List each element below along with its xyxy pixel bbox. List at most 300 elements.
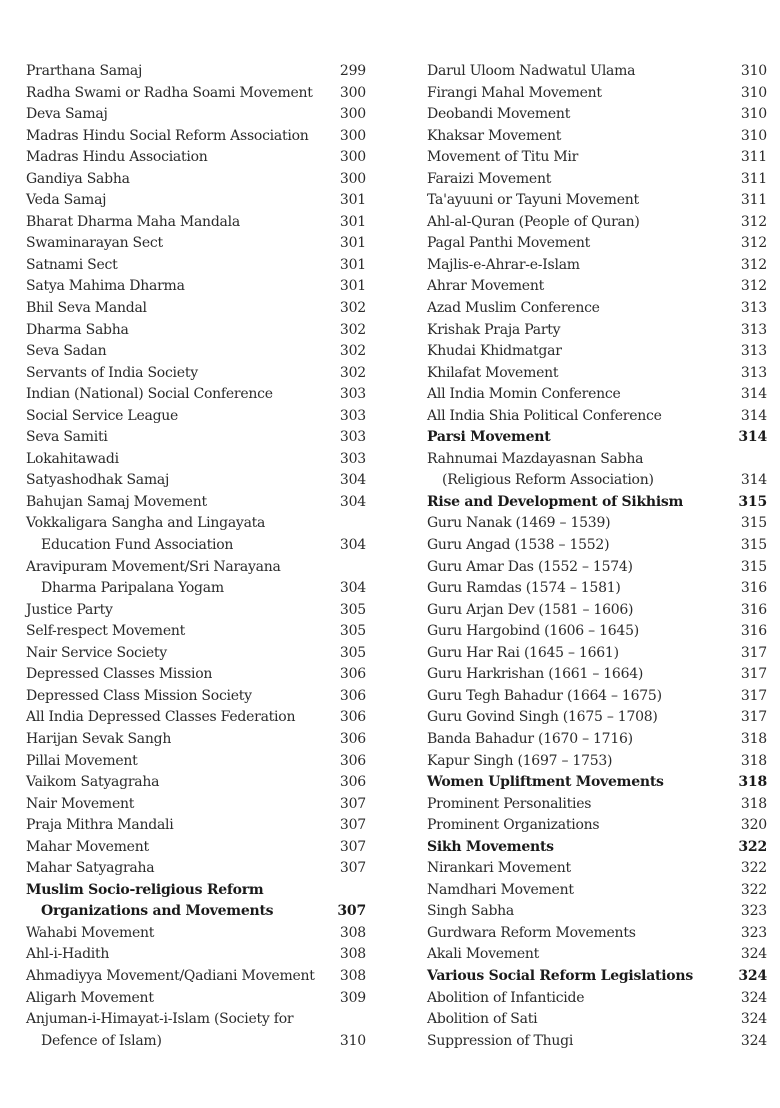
entry-title — [26, 1009, 293, 1052]
entry-title — [427, 578, 621, 600]
index-entry — [26, 104, 366, 126]
entry-title-line: Prominent Organizations — [427, 817, 600, 834]
entry-title-line: Ahrar Movement — [427, 278, 544, 295]
entry-title-line: Sikh Movements — [427, 838, 554, 855]
page-number: 313 — [740, 343, 767, 360]
index-entry — [427, 944, 767, 966]
entry-title — [427, 815, 599, 837]
entry-title — [26, 600, 113, 622]
entry-title — [26, 406, 178, 428]
entry-title-line: Faraizi Movement — [427, 170, 552, 187]
entry-title-line: Prominent Personalities — [427, 795, 592, 812]
entry-title — [427, 966, 693, 988]
entry-title — [26, 707, 295, 729]
entry-title — [427, 147, 578, 169]
index-entry — [26, 169, 366, 191]
page-number: 318 — [738, 774, 767, 791]
index-entry — [427, 341, 767, 363]
entry-title-line: Ahl-i-Hadith — [26, 946, 110, 963]
page-number: 315 — [740, 515, 767, 532]
entry-title — [427, 104, 570, 126]
page-number: 305 — [339, 644, 366, 661]
page-number: 322 — [740, 881, 767, 898]
entry-title — [427, 126, 561, 148]
entry-title — [26, 492, 207, 514]
index-entry — [26, 233, 366, 255]
entry-title-line: Gurdwara Reform Movements — [427, 924, 636, 941]
entry-title — [427, 1009, 537, 1031]
index-entry — [427, 643, 767, 665]
index-section-heading — [427, 772, 767, 794]
index-entry — [26, 449, 366, 471]
entry-title-continuation: (Religious Reform Association) — [442, 472, 654, 489]
entry-title — [26, 686, 252, 708]
entry-title — [427, 61, 635, 83]
entry-title — [26, 147, 208, 169]
entry-title — [26, 190, 106, 212]
entry-title-line: Lokahitawadi — [26, 450, 119, 467]
index-entry — [427, 513, 767, 535]
page-number: 312 — [740, 213, 767, 230]
index-entry — [26, 751, 366, 773]
entry-title-line: Akali Movement — [427, 946, 540, 963]
index-entry — [427, 276, 767, 298]
entry-title — [26, 212, 240, 234]
entry-title-line: Aravipuram Movement/Sri Narayana — [26, 558, 281, 575]
entry-title — [26, 233, 163, 255]
page-number: 307 — [337, 903, 366, 920]
entry-title-line: Firangi Mahal Movement — [427, 84, 602, 101]
entry-title-line: Wahabi Movement — [26, 924, 155, 941]
entry-title — [427, 492, 683, 514]
entry-title-line: Indian (National) Social Conference — [26, 386, 273, 403]
entry-title — [427, 190, 639, 212]
index-entry — [427, 621, 767, 643]
entry-title-line: Anjuman-i-Himayat-i-Islam (Society for — [26, 1011, 294, 1028]
entry-title — [26, 126, 309, 148]
entry-title-continuation: Defence of Islam) — [41, 1032, 162, 1049]
entry-title — [26, 104, 108, 126]
index-entry — [26, 406, 366, 428]
entry-title — [427, 557, 633, 579]
page-number: 317 — [740, 709, 767, 726]
page-number: 307 — [339, 795, 366, 812]
entry-title-line: Khaksar Movement — [427, 127, 562, 144]
index-entry — [427, 578, 767, 600]
index-entry — [427, 298, 767, 320]
index-entry — [26, 384, 366, 406]
entry-title — [26, 427, 108, 449]
entry-title — [26, 83, 313, 105]
entry-title-line: Banda Bahadur (1670 – 1716) — [427, 730, 633, 747]
page-number: 311 — [740, 192, 767, 209]
index-entry — [26, 126, 366, 148]
entry-title-line: Movement of Titu Mir — [427, 149, 579, 166]
index-entry — [427, 320, 767, 342]
entry-title-line: Various Social Reform Legislations — [427, 967, 693, 984]
entry-title — [427, 772, 664, 794]
index-entry — [427, 923, 767, 945]
entry-title-line: Rahnumai Mazdayasnan Sabha — [427, 450, 644, 467]
page-number: 313 — [740, 364, 767, 381]
index-entry — [427, 707, 767, 729]
entry-title-line: Seva Sadan — [26, 343, 107, 360]
index-section-heading — [427, 837, 767, 859]
index-entry — [26, 341, 366, 363]
entry-title-line: Madras Hindu Social Reform Association — [26, 127, 309, 144]
index-entry — [26, 621, 366, 643]
index-entry — [427, 1031, 767, 1053]
page-number: 308 — [339, 924, 366, 941]
index-entry — [26, 643, 366, 665]
page-number: 313 — [740, 321, 767, 338]
page-number: 304 — [339, 493, 366, 510]
entry-title — [427, 1031, 573, 1053]
entry-title-line: Prarthana Samaj — [26, 63, 143, 79]
index-entry — [427, 664, 767, 686]
page-number: 316 — [740, 623, 767, 640]
page-number: 310 — [740, 63, 767, 79]
entry-title — [26, 298, 147, 320]
entry-title — [26, 988, 154, 1010]
page-number: 300 — [339, 106, 366, 123]
entry-title-line: Guru Hargobind (1606 – 1645) — [427, 623, 639, 640]
index-entry — [427, 384, 767, 406]
entry-title-line: Guru Ramdas (1574 – 1581) — [427, 580, 621, 597]
entry-title-line: Guru Har Rai (1645 – 1661) — [427, 644, 619, 661]
index-entry — [26, 664, 366, 686]
entry-title-line: Guru Tegh Bahadur (1664 – 1675) — [427, 687, 662, 704]
entry-title-line: Satyashodhak Samaj — [26, 472, 170, 489]
entry-title-line: Justice Party — [26, 601, 113, 618]
entry-title — [427, 621, 639, 643]
page-number: 310 — [339, 1032, 366, 1049]
page-number: 301 — [339, 213, 366, 230]
index-section-heading — [427, 492, 767, 514]
entry-title-continuation: Dharma Paripalana Yogam — [41, 580, 224, 597]
page-number: 311 — [740, 149, 767, 166]
index-entry — [427, 126, 767, 148]
entry-title — [26, 643, 167, 665]
index-entry — [427, 61, 767, 83]
entry-title — [26, 341, 106, 363]
entry-title-line: Satya Mahima Dharma — [26, 278, 185, 295]
entry-title — [26, 470, 169, 492]
index-entry — [427, 815, 767, 837]
page-number: 308 — [339, 946, 366, 963]
page-number: 305 — [339, 623, 366, 640]
page-number: 312 — [740, 278, 767, 295]
index-entry — [26, 61, 366, 83]
page-number: 324 — [740, 1032, 767, 1049]
index-entry — [427, 190, 767, 212]
index-entry — [427, 104, 767, 126]
entry-title-line: Vokkaligara Sangha and Lingayata — [26, 515, 266, 532]
entry-title-line: Guru Arjan Dev (1581 – 1606) — [427, 601, 634, 618]
page-number: 307 — [339, 838, 366, 855]
entry-title — [26, 772, 159, 794]
entry-title — [26, 320, 129, 342]
index-entry — [26, 276, 366, 298]
index-entry — [26, 298, 366, 320]
index-entry — [427, 406, 767, 428]
index-section-heading — [427, 966, 767, 988]
entry-title — [26, 794, 134, 816]
entry-title — [26, 169, 130, 191]
entry-title-line: Pagal Panthi Movement — [427, 235, 591, 252]
index-entry — [26, 427, 366, 449]
entry-title — [427, 276, 544, 298]
entry-title — [427, 794, 591, 816]
page-number: 304 — [339, 472, 366, 489]
page-number: 304 — [339, 537, 366, 554]
index-entry — [26, 923, 366, 945]
entry-title-line: Harijan Sevak Sangh — [26, 730, 172, 747]
entry-title — [427, 944, 539, 966]
entry-title-line: Nirankari Movement — [427, 860, 571, 877]
index-left-column — [26, 61, 366, 1052]
page-number: 310 — [740, 127, 767, 144]
entry-title-line: Madras Hindu Association — [26, 149, 208, 166]
page-number: 304 — [339, 580, 366, 597]
page-number: 314 — [740, 407, 767, 424]
entry-title-line: Mahar Movement — [26, 838, 149, 855]
page-number: 317 — [740, 666, 767, 683]
entry-title-line: Namdhari Movement — [427, 881, 574, 898]
index-entry — [26, 320, 366, 342]
page-number: 307 — [339, 817, 366, 834]
page-number: 312 — [740, 235, 767, 252]
page-number: 306 — [339, 687, 366, 704]
entry-title-line: Guru Govind Singh (1675 – 1708) — [427, 709, 658, 726]
entry-title-line: Praja Mithra Mandali — [26, 817, 174, 834]
entry-title-line: Azad Muslim Conference — [427, 300, 600, 317]
index-entry — [26, 513, 366, 556]
entry-title — [427, 320, 560, 342]
page-number: 312 — [740, 256, 767, 273]
entry-title-line: Aligarh Movement — [26, 989, 154, 1006]
entry-title — [427, 513, 610, 535]
entry-title-line: Radha Swami or Radha Soami Movement — [26, 84, 313, 101]
entry-title-line: Abolition of Infanticide — [427, 989, 585, 1006]
index-section-heading — [427, 427, 767, 449]
index-entry — [26, 707, 366, 729]
entry-title — [26, 944, 109, 966]
index-entry — [26, 363, 366, 385]
page-number: 315 — [740, 558, 767, 575]
page-number: 314 — [740, 472, 767, 489]
page-number: 313 — [740, 300, 767, 317]
page-number: 302 — [339, 321, 366, 338]
entry-title — [427, 83, 602, 105]
entry-title — [427, 837, 554, 859]
index-entry — [26, 966, 366, 988]
page-number: 322 — [740, 860, 767, 877]
page-number: 318 — [740, 730, 767, 747]
entry-title — [427, 298, 600, 320]
page-number: 300 — [339, 170, 366, 187]
entry-title-line: Self-respect Movement — [26, 623, 186, 640]
entry-title-line: Deva Samaj — [26, 106, 108, 123]
page-number: 318 — [740, 752, 767, 769]
entry-title-line: Ahl-al-Quran (People of Quran) — [427, 213, 640, 230]
page-number: 323 — [740, 924, 767, 941]
entry-title — [427, 988, 584, 1010]
entry-title — [427, 923, 636, 945]
entry-title-line: Ahmadiyya Movement/Qadiani Movement — [26, 967, 315, 984]
index-entry — [427, 880, 767, 902]
page-number: 306 — [339, 752, 366, 769]
page-number: 303 — [339, 429, 366, 446]
entry-title-line: Parsi Movement — [427, 429, 551, 446]
entry-title-line: Khudai Khidmatgar — [427, 343, 562, 360]
entry-title-line: Khilafat Movement — [427, 364, 559, 381]
entry-title — [26, 449, 119, 471]
index-entry — [26, 988, 366, 1010]
page-number: 324 — [740, 1011, 767, 1028]
entry-title-line: Dharma Sabha — [26, 321, 129, 338]
entry-title — [26, 858, 154, 880]
entry-title — [26, 751, 138, 773]
page-number: 323 — [740, 903, 767, 920]
entry-title-line: Seva Samiti — [26, 429, 108, 446]
entry-title — [427, 384, 621, 406]
page-number: 307 — [339, 860, 366, 877]
index-section-heading — [26, 880, 366, 923]
entry-title-continuation: Education Fund Association — [41, 537, 234, 554]
page-number: 302 — [339, 343, 366, 360]
index-entry — [26, 729, 366, 751]
entry-title — [26, 513, 265, 556]
page-number: 324 — [740, 989, 767, 1006]
entry-title-line: Krishak Praja Party — [427, 321, 561, 338]
page-number: 306 — [339, 774, 366, 791]
page-number: 310 — [740, 106, 767, 123]
entry-title — [427, 600, 633, 622]
page-number: 316 — [740, 580, 767, 597]
page-number: 320 — [740, 817, 767, 834]
index-entry — [26, 255, 366, 277]
index-entry — [427, 729, 767, 751]
page-number: 300 — [339, 84, 366, 101]
entry-title-line: Bharat Dharma Maha Mandala — [26, 213, 240, 230]
page-number: 316 — [740, 601, 767, 618]
entry-title — [26, 880, 273, 923]
index-entry — [427, 600, 767, 622]
page-number: 303 — [339, 386, 366, 403]
index-entry — [26, 686, 366, 708]
index-entry — [427, 147, 767, 169]
page-number: 300 — [339, 149, 366, 166]
entry-title — [26, 815, 174, 837]
entry-title-line: Guru Nanak (1469 – 1539) — [427, 515, 611, 532]
page-number: 324 — [738, 967, 767, 984]
page-number: 317 — [740, 644, 767, 661]
entry-title-line: Guru Amar Das (1552 – 1574) — [427, 558, 633, 575]
index-entry — [427, 686, 767, 708]
entry-title-line: Singh Sabha — [427, 903, 515, 920]
entry-title-line: Swaminarayan Sect — [26, 235, 163, 252]
index-entry — [427, 83, 767, 105]
entry-title — [26, 621, 185, 643]
index-entry — [427, 901, 767, 923]
index-entry — [427, 255, 767, 277]
entry-title-line: Satnami Sect — [26, 256, 118, 273]
entry-title-line: Social Service League — [26, 407, 179, 424]
entry-title-line: Nair Service Society — [26, 644, 167, 661]
entry-title — [26, 61, 142, 83]
index-entry — [427, 535, 767, 557]
entry-title-line: Kapur Singh (1697 – 1753) — [427, 752, 613, 769]
index-entry — [26, 190, 366, 212]
index-entry — [26, 1009, 366, 1052]
page-number: 301 — [339, 256, 366, 273]
entry-title — [26, 966, 315, 988]
entry-title-line: All India Depressed Classes Federation — [26, 709, 296, 726]
index-entry — [26, 212, 366, 234]
index-entry — [427, 1009, 767, 1031]
entry-title — [26, 729, 171, 751]
index-entry — [427, 988, 767, 1010]
entry-title-line: Women Upliftment Movements — [427, 774, 664, 791]
index-entry — [26, 470, 366, 492]
entry-title — [26, 363, 198, 385]
index-right-column — [427, 61, 767, 1052]
entry-title-line: Ta'ayuuni or Tayuni Movement — [427, 192, 639, 209]
entry-title-line: Gandiya Sabha — [26, 170, 130, 187]
index-entry — [427, 233, 767, 255]
page-number: 301 — [339, 235, 366, 252]
page-number: 311 — [740, 170, 767, 187]
entry-title — [427, 255, 580, 277]
page-number: 301 — [339, 278, 366, 295]
entry-title — [427, 664, 643, 686]
index-entry — [427, 557, 767, 579]
page-number: 309 — [339, 989, 366, 1006]
page-number: 318 — [740, 795, 767, 812]
index-entry — [26, 557, 366, 600]
index-entry — [26, 83, 366, 105]
entry-title-line: Vaikom Satyagraha — [26, 774, 160, 791]
page-number: 315 — [740, 537, 767, 554]
page-number: 306 — [339, 666, 366, 683]
index-entry — [26, 837, 366, 859]
entry-title-line: Abolition of Sati — [427, 1011, 538, 1028]
entry-title — [427, 707, 658, 729]
entry-title-line: Rise and Development of Sikhism — [427, 493, 684, 510]
entry-title — [427, 535, 609, 557]
index-entry — [26, 492, 366, 514]
entry-title-line: Majlis-e-Ahrar-e-Islam — [427, 256, 580, 273]
entry-title — [427, 858, 571, 880]
entry-title-line: Deobandi Movement — [427, 106, 571, 123]
page-number: 306 — [339, 730, 366, 747]
page-number: 301 — [339, 192, 366, 209]
page-number: 302 — [339, 364, 366, 381]
entry-title-line: Depressed Classes Mission — [26, 666, 213, 683]
page-number: 314 — [738, 429, 767, 446]
entry-title — [427, 729, 633, 751]
entry-title-line: Guru Harkrishan (1661 – 1664) — [427, 666, 644, 683]
entry-title — [427, 643, 619, 665]
entry-title-line: All India Shia Political Conference — [427, 407, 662, 424]
entry-title — [427, 233, 590, 255]
entry-title — [427, 406, 662, 428]
index-entry — [26, 147, 366, 169]
page-number: 302 — [339, 300, 366, 317]
page-number: 299 — [339, 63, 366, 79]
index-entry — [427, 363, 767, 385]
